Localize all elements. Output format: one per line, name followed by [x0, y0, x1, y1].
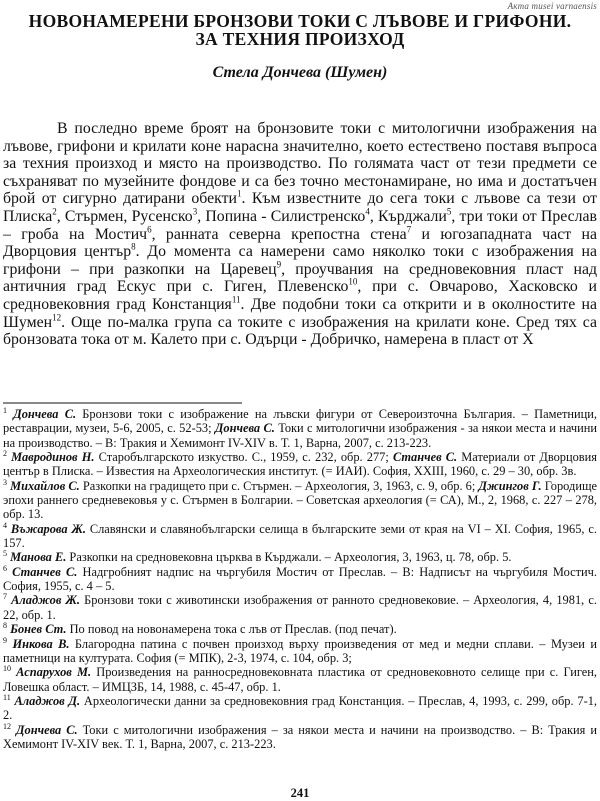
footnote-text: Старобългарското изкуство. С., 1959, с. 232, обр. 277;	[94, 450, 393, 465]
body-segment: . Две подобни токи са открити и в околностите на Шумен	[3, 295, 598, 331]
footnote-ref[interactable]: 8	[131, 241, 136, 252]
title-line-1: НОВОНАМЕРЕНИ БРОНЗОВИ ТОКИ С ЛЪВОВЕ И ГРИФОНИ.	[28, 11, 572, 31]
footnote-12	[3, 723, 597, 752]
footnote-number: 5	[3, 549, 7, 559]
footnote-author: Манова Е.	[10, 550, 67, 565]
title-line-2: ЗА ТЕХНИЯ ПРОИЗХОД	[195, 29, 405, 49]
footnote-number: 7	[3, 592, 7, 602]
footnotes	[3, 407, 597, 751]
body-segment: , Кърджали	[369, 207, 447, 225]
footnote-text: Бронзови токи с животински изображения от ранното средновековие. – Археология, 4, 1981, с. 22, обр. 1.	[3, 593, 597, 622]
body-segment: , Попина - Силистренско	[197, 207, 366, 225]
body-segment: и югозападната част на Дворцовия център	[3, 225, 597, 261]
body-segment: , три токи от Преслав – гроба на Мостич	[3, 207, 597, 243]
footnote-text: Токи с митологични изображения – за някои места и начини на производство. – В: Тракия и Хемимонт IV-XIV век. Т. 1, Варна, 2007, с. 213-223.	[3, 722, 597, 751]
article-author: Стела Дончева (Шумен)	[212, 64, 388, 81]
footnote-text: Бронзови токи с изображение на лъвски фигури от Североизточна България. – Паметници, реставрации, музеи, 5-6, 2005, с. 52-53;	[3, 407, 597, 436]
footnote-author: Аладжов Д.	[14, 693, 81, 708]
footnote-ref[interactable]: 11	[231, 294, 241, 305]
footnote-author: Джингов Г.	[478, 478, 542, 493]
running-head: Акта musei varnaensis	[507, 1, 597, 11]
footnote-ref[interactable]: 12	[52, 312, 62, 323]
body-segment: , ранната северна крепостна стена	[151, 225, 407, 243]
footnote-ref[interactable]: 5	[446, 206, 452, 217]
footnote-author: Бонев Ст.	[10, 622, 67, 637]
footnote-ref[interactable]: 10	[348, 277, 358, 288]
body-segment: В последно време броят на бронзовите токи с митологични изображения на лъвове, грифони и крилати коне нарасна значително, което естествено поставя въпроса за техния произход и място на производство. По голямата част от тези предмети се съхраняват по музейните фондове и са без точно местонамиране, но има и достатъчен брой от сигурно датирани обекти	[3, 120, 597, 208]
body-segment: , проучвания на средновековния пласт над античния град Ескус при с. Гиген, Плевенско	[3, 260, 597, 296]
footnote-number: 12	[3, 721, 11, 731]
footnote-author: Дончева С.	[13, 407, 77, 421]
footnote-ref[interactable]: 4	[365, 206, 370, 217]
body-segment: . Още по-малка група са токите с изображения на крилати коне. Сред тях са бронзовата тока от м. Калето при с. Одърци - Добричко, намерена в пласт от X	[3, 313, 597, 349]
footnote-4	[3, 522, 597, 551]
footnote-ref[interactable]: 3	[192, 206, 198, 217]
footnote-separator	[3, 402, 242, 404]
footnote-3	[3, 479, 597, 522]
page-number: 241	[290, 786, 310, 800]
footnote-9	[3, 637, 597, 666]
footnote-author: Мавродинов Н.	[11, 450, 95, 465]
body-segment: . Към известните до сега токи с лъвове са тези от Плиска	[3, 190, 597, 225]
footnote-text: Археологически данни за средновековния град Констанция. – Преслав, 4, 1993, с. 299, обр. 7-1, 2.	[3, 693, 597, 723]
footnote-author: Станчев С.	[392, 450, 458, 465]
footnote-10	[3, 665, 597, 694]
footnote-5	[3, 550, 597, 564]
footnote-author: Дончева С.	[214, 421, 275, 436]
body-segment: , Стърмен, Русенско	[56, 207, 193, 225]
footnote-text: Токи с митологични изображения - за някои места и начини на производство. – В: Тракия и Хемимонт IV-XIV в. Т. 1, Варна, 2007, с. 213-223.	[3, 421, 597, 450]
footnote-6	[3, 565, 597, 594]
footnote-author: Михайлов С.	[10, 478, 80, 493]
footnote-number: 6	[3, 563, 7, 573]
footnote-number: 8	[3, 621, 7, 631]
footnote-number: 9	[3, 635, 7, 645]
footnote-number: 3	[3, 477, 7, 487]
footnote-author: Аспарухов М.	[16, 665, 92, 680]
footnote-number: 4	[3, 520, 7, 530]
footnote-text: Благородна патина с почвен произход върху произведения от мед и медни сплави. – Музеи и паметници на културата. София (= МПК), 2-3, 1974, с. 104, обр. 3;	[3, 636, 597, 665]
footnote-ref[interactable]: 6	[147, 224, 152, 235]
footnote-text: Городище эпохи раннего средневековья у с. Стърмен в Болгарии. – Советская археология (= СА), М., 2, 1968, с. 227 – 278, обр. 13.	[3, 478, 597, 522]
article-title	[0, 12, 600, 48]
footnote-number: 1	[3, 405, 7, 415]
footnote-11	[3, 694, 597, 723]
footnote-ref[interactable]: 7	[406, 224, 412, 235]
footnote-7	[3, 593, 597, 622]
footnote-ref[interactable]: 2	[52, 206, 57, 217]
footnote-number: 11	[3, 692, 11, 702]
footnote-text: Надгробният надпис на чъргубиля Мостич от Преслав. – В: Надписът на чъргубиля Мостич. София, 1955, с. 4 – 5.	[3, 564, 597, 594]
body-segment: . До момента са намерени само няколко токи с изображения на грифони – при разкопки на Царевец	[3, 243, 598, 278]
footnote-author: Инкова В.	[12, 636, 70, 651]
footnote-ref[interactable]: 9	[276, 259, 282, 270]
footnote-8	[3, 622, 597, 636]
footnote-number: 10	[3, 664, 11, 674]
footnote-author: Дончева С.	[16, 722, 78, 737]
footnote-text: Материали от Дворцовия център в Плиска. – Известия на Археологическия институт. (= ИАИ). София, XXIII, 1960, с. 29 – 30, обр. 3в.	[3, 450, 597, 479]
footnote-number: 2	[3, 448, 7, 458]
footnote-text: Славянски и славянобългарски селища в българските земи от края на VI – XI. София, 1965, с. 157.	[3, 521, 597, 551]
body-paragraph	[3, 120, 597, 349]
footnote-ref[interactable]: 1	[236, 189, 242, 200]
footnote-author: Аладжов Ж.	[11, 593, 80, 608]
footnote-text: Разкопки на средновековна църква в Кърджали. – Археология, 3, 1963, ц. 78, обр. 5.	[66, 550, 512, 565]
footnote-text: По повод на новонамерена тока с лъв от Преслав. (под печат).	[66, 622, 397, 637]
footnote-text: Произведения на ранносредновековната пластика от средновековното селище при с. Гиген, Ловешка област. – ИМЦЗБ, 14, 1988, с. 45-47, обр. 1.	[3, 665, 597, 694]
footnote-1	[3, 407, 597, 450]
body-segment: , при с. Овчарово, Хасковско и средновековния град Констанция	[3, 278, 597, 313]
footnote-author: Въжарова Ж.	[10, 521, 86, 536]
footnote-author: Станчев С.	[12, 564, 78, 579]
footnote-2	[3, 450, 597, 479]
footnote-text: Разкопки на градището при с. Стърмен. – Археология, 3, 1963, с. 9, обр. 6;	[79, 478, 479, 493]
